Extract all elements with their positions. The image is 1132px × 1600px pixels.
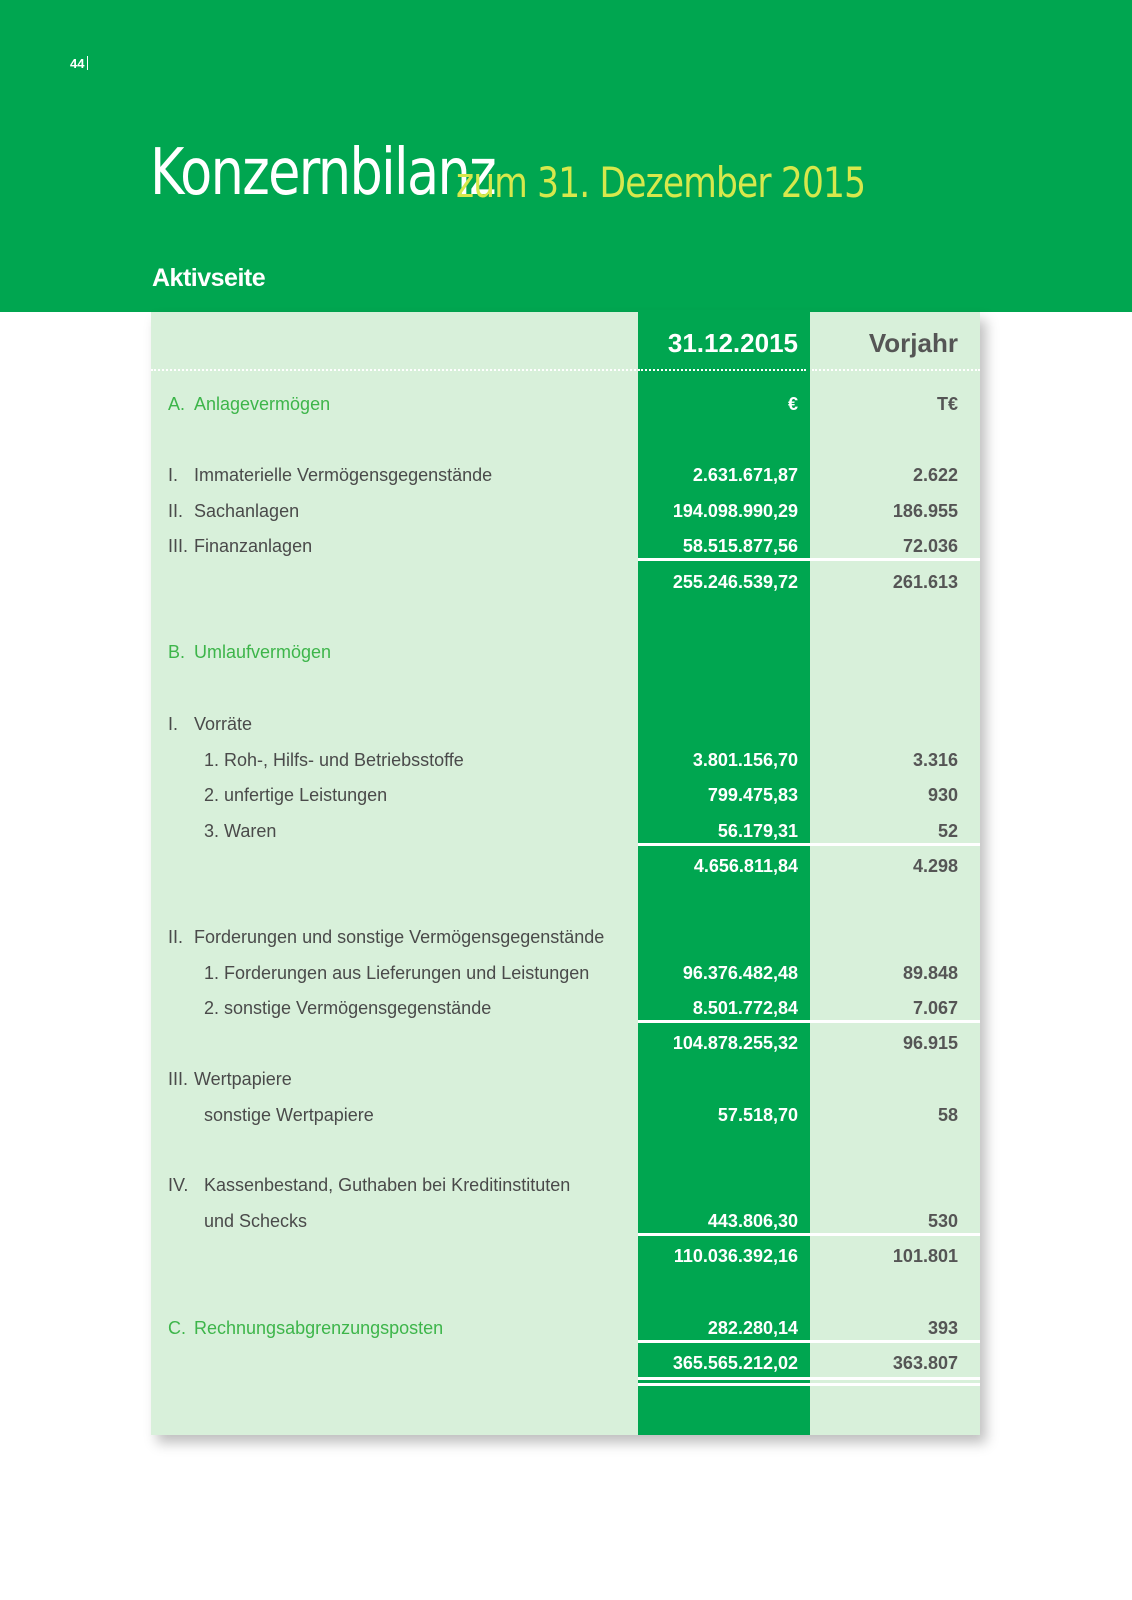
row-label-text: 2. unfertige Leistungen (204, 785, 388, 805)
table-row (151, 1025, 980, 1061)
prior-year-value: 186.955 (892, 501, 958, 521)
table-row (151, 1097, 980, 1133)
table-row (151, 742, 980, 778)
table-row (151, 777, 980, 813)
current-year-value: 255.246.539,72 (672, 572, 798, 592)
table-row (151, 1061, 980, 1097)
row-label (204, 1105, 374, 1126)
table-row (151, 386, 980, 422)
row-label (168, 536, 312, 557)
current-year-value: 3.801.156,70 (692, 750, 798, 770)
row-label-text: Immaterielle Vermögensgegenstände (194, 465, 493, 485)
table-row (151, 457, 980, 493)
prior-year-value: 58 (937, 1105, 958, 1125)
row-label (168, 501, 299, 522)
current-year-value: 282.280,14 (707, 1318, 798, 1338)
current-year-value: 96.376.482,48 (682, 963, 798, 983)
current-year-value: 57.518,70 (717, 1105, 798, 1125)
row-label (168, 1318, 443, 1339)
page-header (0, 0, 1132, 312)
row-label (204, 750, 464, 771)
row-prefix: I. (168, 714, 179, 734)
sum-rule (638, 1377, 980, 1380)
row-prefix: A. (168, 394, 186, 414)
column-header-current: 31.12.2015 (667, 328, 798, 358)
row-label-text: Vorräte (194, 714, 253, 734)
prior-year-value: 3.316 (912, 750, 958, 770)
current-year-value: 2.631.671,87 (692, 465, 798, 485)
row-label-text: Wertpapiere (194, 1069, 292, 1089)
row-label-text: 1. Forderungen aus Lieferungen und Leistungen (204, 963, 590, 983)
prior-year-value: 89.848 (902, 963, 958, 983)
row-label-text: 2. sonstige Vermögensgegenstände (204, 998, 492, 1018)
row-label (204, 998, 491, 1019)
table-row (151, 919, 980, 955)
page-title-main: Konzernbilanz (150, 136, 496, 210)
row-label-text: 1. Roh-, Hilfs- und Betriebsstoffe (204, 750, 464, 770)
prior-year-value: 393 (927, 1318, 958, 1338)
row-label-text: und Schecks (204, 1211, 308, 1231)
sum-rule (638, 843, 980, 846)
row-label-text: Finanzanlagen (194, 536, 313, 556)
prior-year-value: 52 (937, 821, 958, 841)
row-label-text: 3. Waren (204, 821, 277, 841)
prior-year-value: 530 (927, 1211, 958, 1231)
current-year-value: 4.656.811,84 (693, 856, 798, 876)
column-header-prior: Vorjahr (868, 328, 958, 358)
row-label (168, 1175, 570, 1196)
row-label-text: Kassenbestand, Guthaben bei Kreditinstituten (204, 1175, 571, 1195)
sum-rule (638, 558, 980, 561)
row-label (204, 785, 387, 806)
row-label-text: sonstige Wertpapiere (204, 1105, 374, 1125)
row-prefix: III. (168, 1069, 189, 1089)
row-label (168, 714, 252, 735)
sum-rule (638, 1383, 980, 1386)
current-year-value: 443.806,30 (707, 1211, 798, 1231)
page-title (150, 136, 866, 210)
page-number: 44 (70, 56, 88, 71)
header-divider-label (151, 369, 636, 371)
header-divider-prior (812, 369, 980, 371)
row-label (168, 394, 330, 415)
row-label (204, 1211, 307, 1232)
header-divider-current (638, 369, 806, 371)
row-prefix: I. (168, 465, 179, 485)
prior-year-value: 72.036 (902, 536, 958, 556)
table-row (151, 955, 980, 991)
row-prefix: IV. (168, 1175, 189, 1195)
current-year-value: 365.565.212,02 (672, 1353, 798, 1373)
row-prefix: III. (168, 536, 189, 556)
prior-year-value: 930 (927, 785, 958, 805)
sum-rule (638, 1233, 980, 1236)
sum-rule (638, 1020, 980, 1023)
prior-year-value: 101.801 (892, 1246, 958, 1266)
current-year-value: € (787, 394, 798, 414)
row-label (168, 642, 331, 663)
row-label (168, 465, 492, 486)
balance-sheet-table (151, 312, 980, 1435)
row-label-text: Rechnungsabgrenzungsposten (194, 1318, 444, 1338)
prior-year-value: 96.915 (902, 1033, 958, 1053)
table-row (151, 706, 980, 742)
row-label (204, 821, 276, 842)
row-label-text: Anlagevermögen (194, 394, 331, 414)
table-row (151, 1167, 980, 1203)
page-title-sub: zum 31. Dezember 2015 (456, 158, 866, 207)
row-label (204, 963, 589, 984)
table-row (151, 1345, 980, 1381)
prior-year-value: 363.807 (892, 1353, 958, 1373)
table-row (151, 1238, 980, 1274)
current-year-value: 799.475,83 (707, 785, 798, 805)
table-row (151, 493, 980, 529)
current-year-value: 58.515.877,56 (682, 536, 798, 556)
current-year-value: 56.179,31 (717, 821, 798, 841)
prior-year-value: 4.298 (912, 856, 958, 876)
row-label-text: Sachanlagen (194, 501, 300, 521)
row-label-text: Forderungen und sonstige Vermögensgegenstände (194, 927, 605, 947)
sum-rule (638, 1340, 980, 1343)
current-year-value: 110.036.392,16 (673, 1246, 798, 1266)
prior-year-value: 261.613 (892, 572, 958, 592)
current-year-value: 104.878.255,32 (672, 1033, 798, 1053)
prior-year-value: T€ (936, 394, 958, 414)
row-label-text: Umlaufvermögen (194, 642, 332, 662)
row-prefix: B. (168, 642, 186, 662)
row-label (168, 927, 604, 948)
section-title: Aktivseite (152, 264, 266, 292)
row-prefix: II. (168, 501, 184, 521)
row-prefix: II. (168, 927, 184, 947)
table-row (151, 848, 980, 884)
row-prefix: C. (168, 1318, 186, 1338)
prior-year-value: 2.622 (912, 465, 958, 485)
table-row (151, 564, 980, 600)
current-year-value: 194.098.990,29 (672, 501, 798, 521)
current-year-value: 8.501.772,84 (692, 998, 798, 1018)
row-label (168, 1069, 292, 1090)
table-row (151, 634, 980, 670)
prior-year-value: 7.067 (912, 998, 958, 1018)
